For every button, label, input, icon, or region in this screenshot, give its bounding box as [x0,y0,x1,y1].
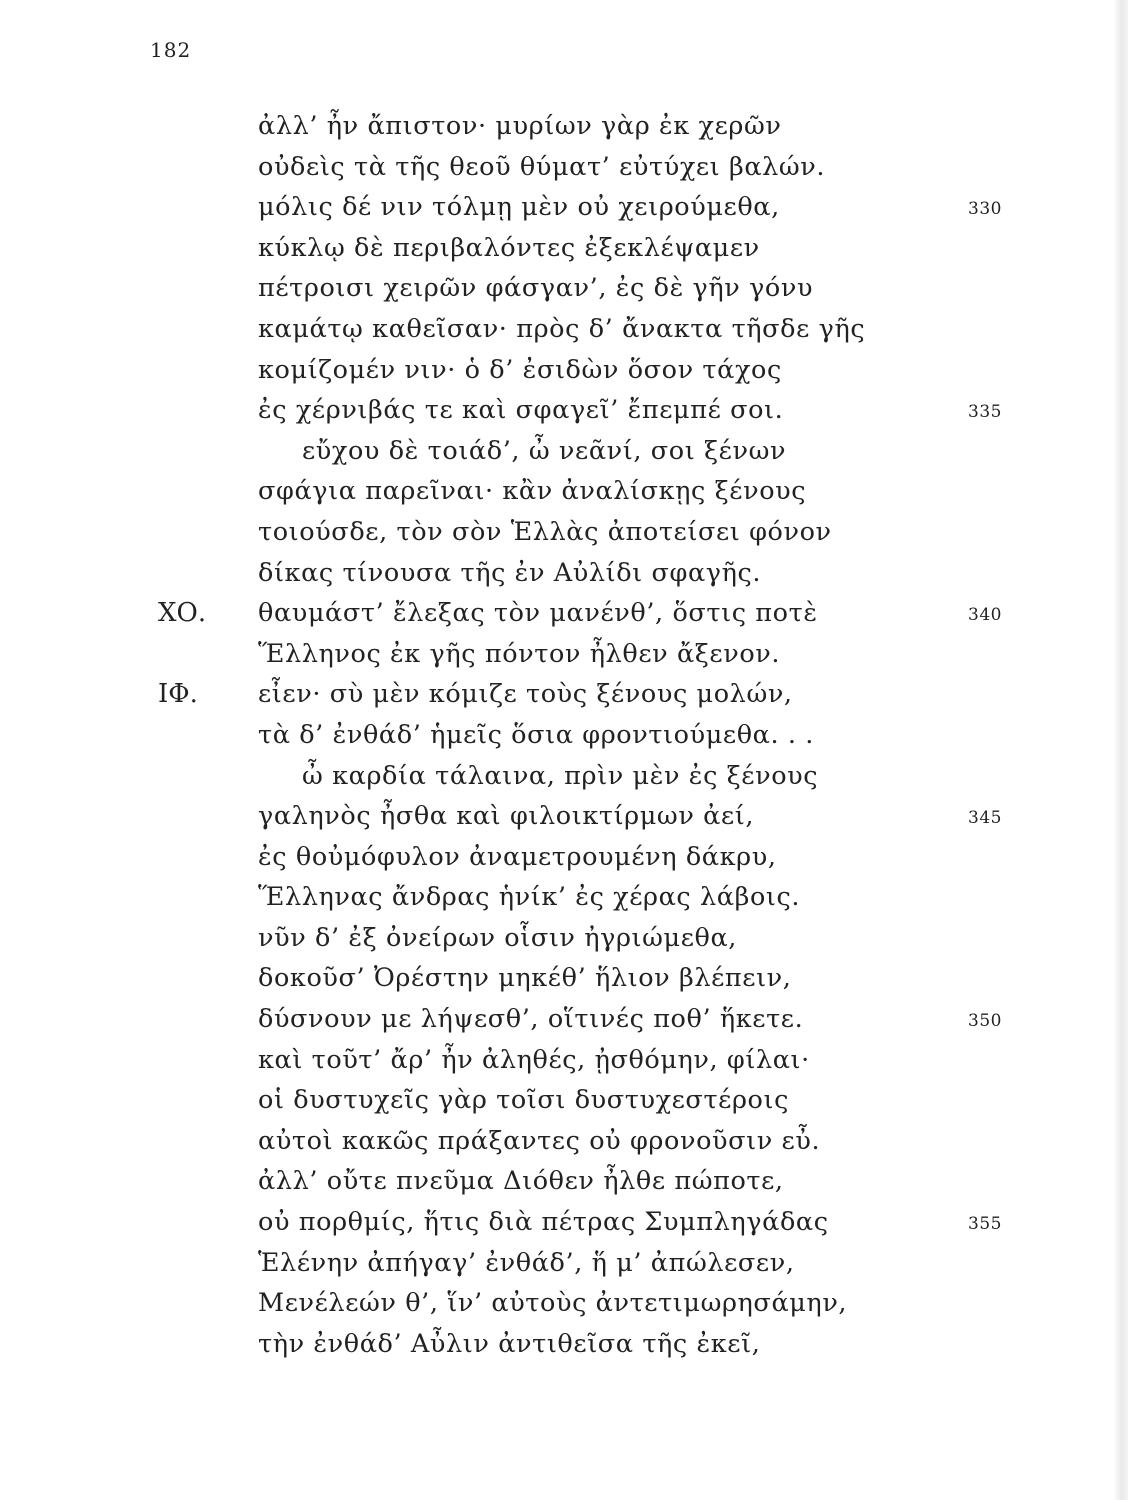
verse-line [0,918,1113,959]
verse-line [0,593,1113,634]
speaker-label: ΙΦ. [158,679,198,710]
verse-line [0,106,1113,147]
verse-line [0,1324,1113,1365]
verse-line [0,1161,1113,1202]
verse-line [0,1243,1113,1284]
verse-line [0,877,1113,918]
verse-text: οἱ δυστυχεῖς γὰρ τοῖσι δυστυχεστέροις [258,1085,789,1116]
verse-text: δοκοῦσ’ Ὀρέστην μηκέθ’ ἥλιον βλέπειν, [258,963,792,994]
verse-text: ἀλλ’ ἦν ἄπιστον· μυρίων γὰρ ἐκ χερῶν [258,111,782,141]
verse-line [0,147,1113,188]
verse-line [0,1121,1113,1162]
verse-line [0,350,1113,391]
verse-text: αὐτοὶ κακῶς πράξαντες οὐ φρονοῦσιν εὖ. [258,1125,821,1156]
verse-text: εἶεν· σὺ μὲν κόμιζε τοὺς ξένους μολών, [258,679,793,710]
verse-text: γαληνὸς ἦσθα καὶ φιλοικτίρμων ἀεί, [258,801,755,832]
verse-line [0,1080,1113,1121]
line-number: 355 [968,1214,1002,1235]
verse-text: τὰ δ’ ἐνθάδ’ ἡμεῖς ὅσια φροντιούμεθα. . . [258,719,814,750]
verse-line [0,1202,1113,1243]
page-number: 182 [150,38,192,62]
line-number: 330 [968,199,1002,220]
verse-text: κομίζομέν νιν· ὁ δ’ ἐσιδὼν ὅσον τάχος [258,354,782,385]
verse-line [0,228,1113,269]
verse-text: δύσνουν με λήψεσθ’, οἵτινές ποθ’ ἥκετε. [258,1004,804,1035]
verse-line [0,715,1113,756]
verse-line [0,512,1113,553]
verse-text: σφάγια παρεῖναι· κἂν ἀναλίσκῃς ξένους [258,476,807,507]
verse-text: ὦ καρδία τάλαινα, πρὶν μὲν ἐς ξένους [302,760,819,791]
line-number: 335 [968,402,1002,423]
verse-line [0,268,1113,309]
verse-line [0,999,1113,1040]
verse-line [0,674,1113,715]
verse-text: Μενέλεών θ’, ἵν’ αὐτοὺς ἀντετιμωρησάμην, [258,1288,848,1319]
verse-text: νῦν δ’ ἐξ ὀνείρων οἷσιν ἠγριώμεθα, [258,922,737,953]
verse-line [0,1283,1113,1324]
line-number: 345 [968,808,1002,829]
speaker-label: ΧΟ. [158,598,207,629]
verse-text: Ἕλληνος ἐκ γῆς πόντον ἦλθεν ἄξενον. [258,638,781,669]
verse-text: θαυμάστ’ ἔλεξας τὸν μανένθ’, ὅστις ποτὲ [258,598,818,629]
verse-line [0,756,1113,797]
verse-line [0,553,1113,594]
verse-text: καὶ τοῦτ’ ἄρ’ ἦν ἀληθές, ᾐσθόμην, φίλαι· [258,1044,810,1075]
verse-line [0,309,1113,350]
verse-text: τοιούσδε, τὸν σὸν Ἑλλὰς ἀποτείσει φόνον [258,516,832,547]
verse-line [0,958,1113,999]
verse-text: ἐς χέρνιβάς τε καὶ σφαγεῖ’ ἔπεμπέ σοι. [258,395,784,426]
page-edge-shadow [1113,0,1128,1500]
verse-line [0,634,1113,675]
verse-text: μόλις δέ νιν τόλμῃ μὲν οὐ χειρούμεθα, [258,192,780,223]
verse-text: πέτροισι χειρῶν φάσγαν’, ἐς δὲ γῆν γόνυ [258,273,814,304]
verse-block [0,106,1113,1364]
verse-text: ἀλλ’ οὔτε πνεῦμα Διόθεν ἦλθε πώποτε, [258,1166,784,1197]
verse-text: Ἕλληνας ἄνδρας ἡνίκ’ ἐς χέρας λάβοις. [258,882,801,913]
verse-text: Ἑλένην ἀπήγαγ’ ἐνθάδ’, ἥ μ’ ἀπώλεσεν, [258,1247,795,1278]
line-number: 350 [968,1011,1002,1032]
verse-text: δίκας τίνουσα τῆς ἐν Αὐλίδι σφαγῆς. [258,557,762,588]
verse-line [0,431,1113,472]
verse-line [0,796,1113,837]
verse-line [0,390,1113,431]
verse-line [0,187,1113,228]
verse-line [0,1040,1113,1081]
verse-text: οὐδεὶς τὰ τῆς θεοῦ θύματ’ εὐτύχει βαλών. [258,151,826,182]
verse-text: τὴν ἐνθάδ’ Αὖλιν ἀντιθεῖσα τῆς ἐκεῖ, [258,1328,761,1359]
verse-text: ἐς θοὐμόφυλον ἀναμετρουμένη δάκρυ, [258,841,777,872]
verse-text: κύκλῳ δὲ περιβαλόντες ἐξεκλέψαμεν [258,232,760,263]
verse-text: οὐ πορθμίς, ἥτις διὰ πέτρας Συμπληγάδας [258,1207,829,1238]
verse-line [0,837,1113,878]
verse-text: καμάτῳ καθεῖσαν· πρὸς δ’ ἄνακτα τῆσδε γῆς [258,313,866,344]
verse-text: εὔχου δὲ τοιάδ’, ὦ νεᾶνί, σοι ξένων [302,435,787,466]
line-number: 340 [968,605,1002,626]
verse-line [0,471,1113,512]
